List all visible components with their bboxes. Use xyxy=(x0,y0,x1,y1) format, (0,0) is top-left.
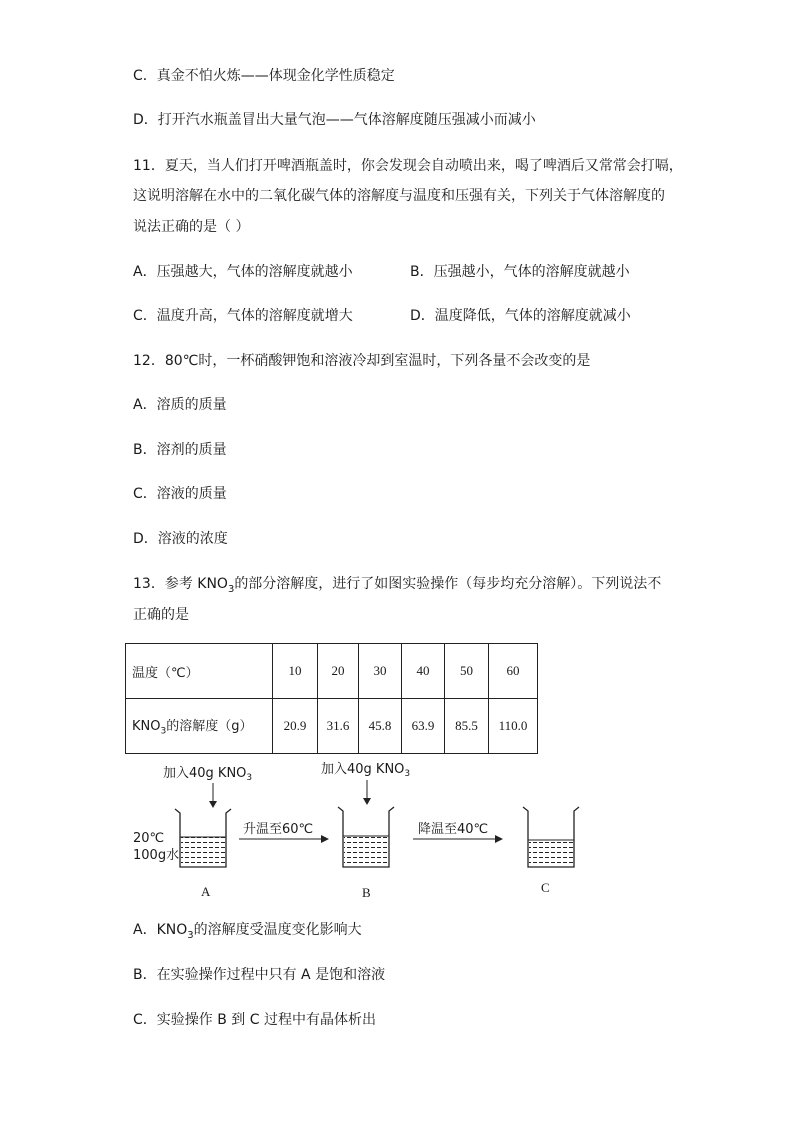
temp-cell: 40 xyxy=(402,644,445,699)
beaker-a-icon xyxy=(175,809,231,867)
q13-a-sub: 3 xyxy=(187,929,194,941)
option-a-q13 xyxy=(133,920,362,946)
beaker-label-c: C xyxy=(541,880,550,895)
option-d-q10: D．打开汽水瓶盖冒出大量气泡——气体溶解度随压强减小而减小 xyxy=(133,112,536,128)
temp-cell: 60 xyxy=(489,644,538,699)
option-c-q13: C．实验操作 B 到 C 过程中有晶体析出 xyxy=(133,1012,376,1028)
solubility-cell: 31.6 xyxy=(318,699,359,754)
step-heat-label: 升温至60℃ xyxy=(243,822,314,837)
condition-water: 100g水 xyxy=(133,848,180,863)
arrow-head-icon xyxy=(363,798,371,805)
q13-text-pre: 13．参考 KNO xyxy=(133,576,228,592)
arrow-head-icon xyxy=(209,801,217,808)
beaker-c-icon xyxy=(523,807,579,867)
temp-cell: 30 xyxy=(359,644,402,699)
option-a-q12: A．溶质的质量 xyxy=(133,397,227,413)
add2-sub: 3 xyxy=(404,769,411,779)
arrow-head-icon xyxy=(321,835,329,843)
solubility-cell: 20.9 xyxy=(273,699,318,754)
solubility-header-post: 的溶解度（g） xyxy=(166,719,253,735)
question-11-line1: 11．夏天，当人们打开啤酒瓶盖时，你会发现会自动喷出来，喝了啤酒后又常常会打嗝， xyxy=(133,158,683,174)
q13-a-post: 的溶解度受温度变化影响大 xyxy=(193,922,362,938)
solubility-header-pre: KNO xyxy=(132,719,161,735)
solubility-cell: 45.8 xyxy=(359,699,402,754)
solubility-cell: 63.9 xyxy=(402,699,445,754)
experiment-diagram xyxy=(125,755,595,905)
question-12: 12．80℃时，一杯硝酸钾饱和溶液冷却到室温时，下列各量不会改变的是 xyxy=(133,353,591,369)
temperature-header: 温度（℃） xyxy=(126,644,273,699)
beaker-b-icon xyxy=(338,807,394,867)
add1-pre: 加入40g KNO xyxy=(163,766,247,781)
add-kno3-label-1 xyxy=(163,765,252,783)
question-11-line2: 这说明溶解在水中的二氧化碳气体的溶解度与温度和压强有关，下列关于气体溶解度的 xyxy=(133,188,665,204)
step-cool-label: 降温至40℃ xyxy=(418,822,489,837)
option-b-q11: B．压强越小，气体的溶解度就越小 xyxy=(410,264,630,280)
q13-text-post: 的部分溶解度，进行了如图实验操作（每步均充分溶解）。下列说法不 xyxy=(234,576,662,592)
arrow-head-icon xyxy=(495,835,503,843)
q13-a-pre: A．KNO xyxy=(133,922,188,938)
add-kno3-label-2 xyxy=(321,761,410,779)
table-row xyxy=(126,699,538,754)
option-b-q13: B．在实验操作过程中只有 A 是饱和溶液 xyxy=(133,967,386,983)
beaker-label-b: B xyxy=(362,885,371,900)
option-d-q11: D．温度降低，气体的溶解度就减小 xyxy=(410,308,631,324)
temp-cell: 20 xyxy=(318,644,359,699)
solubility-header-sub: 3 xyxy=(160,726,167,737)
beaker-label-a: A xyxy=(201,884,211,899)
add1-sub: 3 xyxy=(246,773,253,783)
option-c-q10: C．真金不怕火炼——体现金化学性质稳定 xyxy=(133,68,395,84)
q13-subscript: 3 xyxy=(227,583,235,595)
solubility-cell: 110.0 xyxy=(489,699,538,754)
solubility-cell: 85.5 xyxy=(445,699,489,754)
option-b-q12: B．溶剂的质量 xyxy=(133,442,227,458)
add2-pre: 加入40g KNO xyxy=(321,762,405,777)
option-c-q11: C．温度升高，气体的溶解度就增大 xyxy=(133,308,353,324)
option-d-q12: D．溶液的浓度 xyxy=(133,531,228,547)
condition-temperature: 20℃ xyxy=(133,831,165,846)
solubility-header xyxy=(126,699,273,754)
option-a-q11: A．压强越大，气体的溶解度就越小 xyxy=(133,264,353,280)
temp-cell: 50 xyxy=(445,644,489,699)
question-13-line2: 正确的是 xyxy=(133,607,189,623)
table-row xyxy=(126,644,538,699)
temp-cell: 10 xyxy=(273,644,318,699)
question-13-line1 xyxy=(133,574,661,600)
solubility-table xyxy=(125,643,538,754)
option-c-q12: C．溶液的质量 xyxy=(133,486,227,502)
question-11-line3: 说法正确的是（ ） xyxy=(133,219,250,235)
